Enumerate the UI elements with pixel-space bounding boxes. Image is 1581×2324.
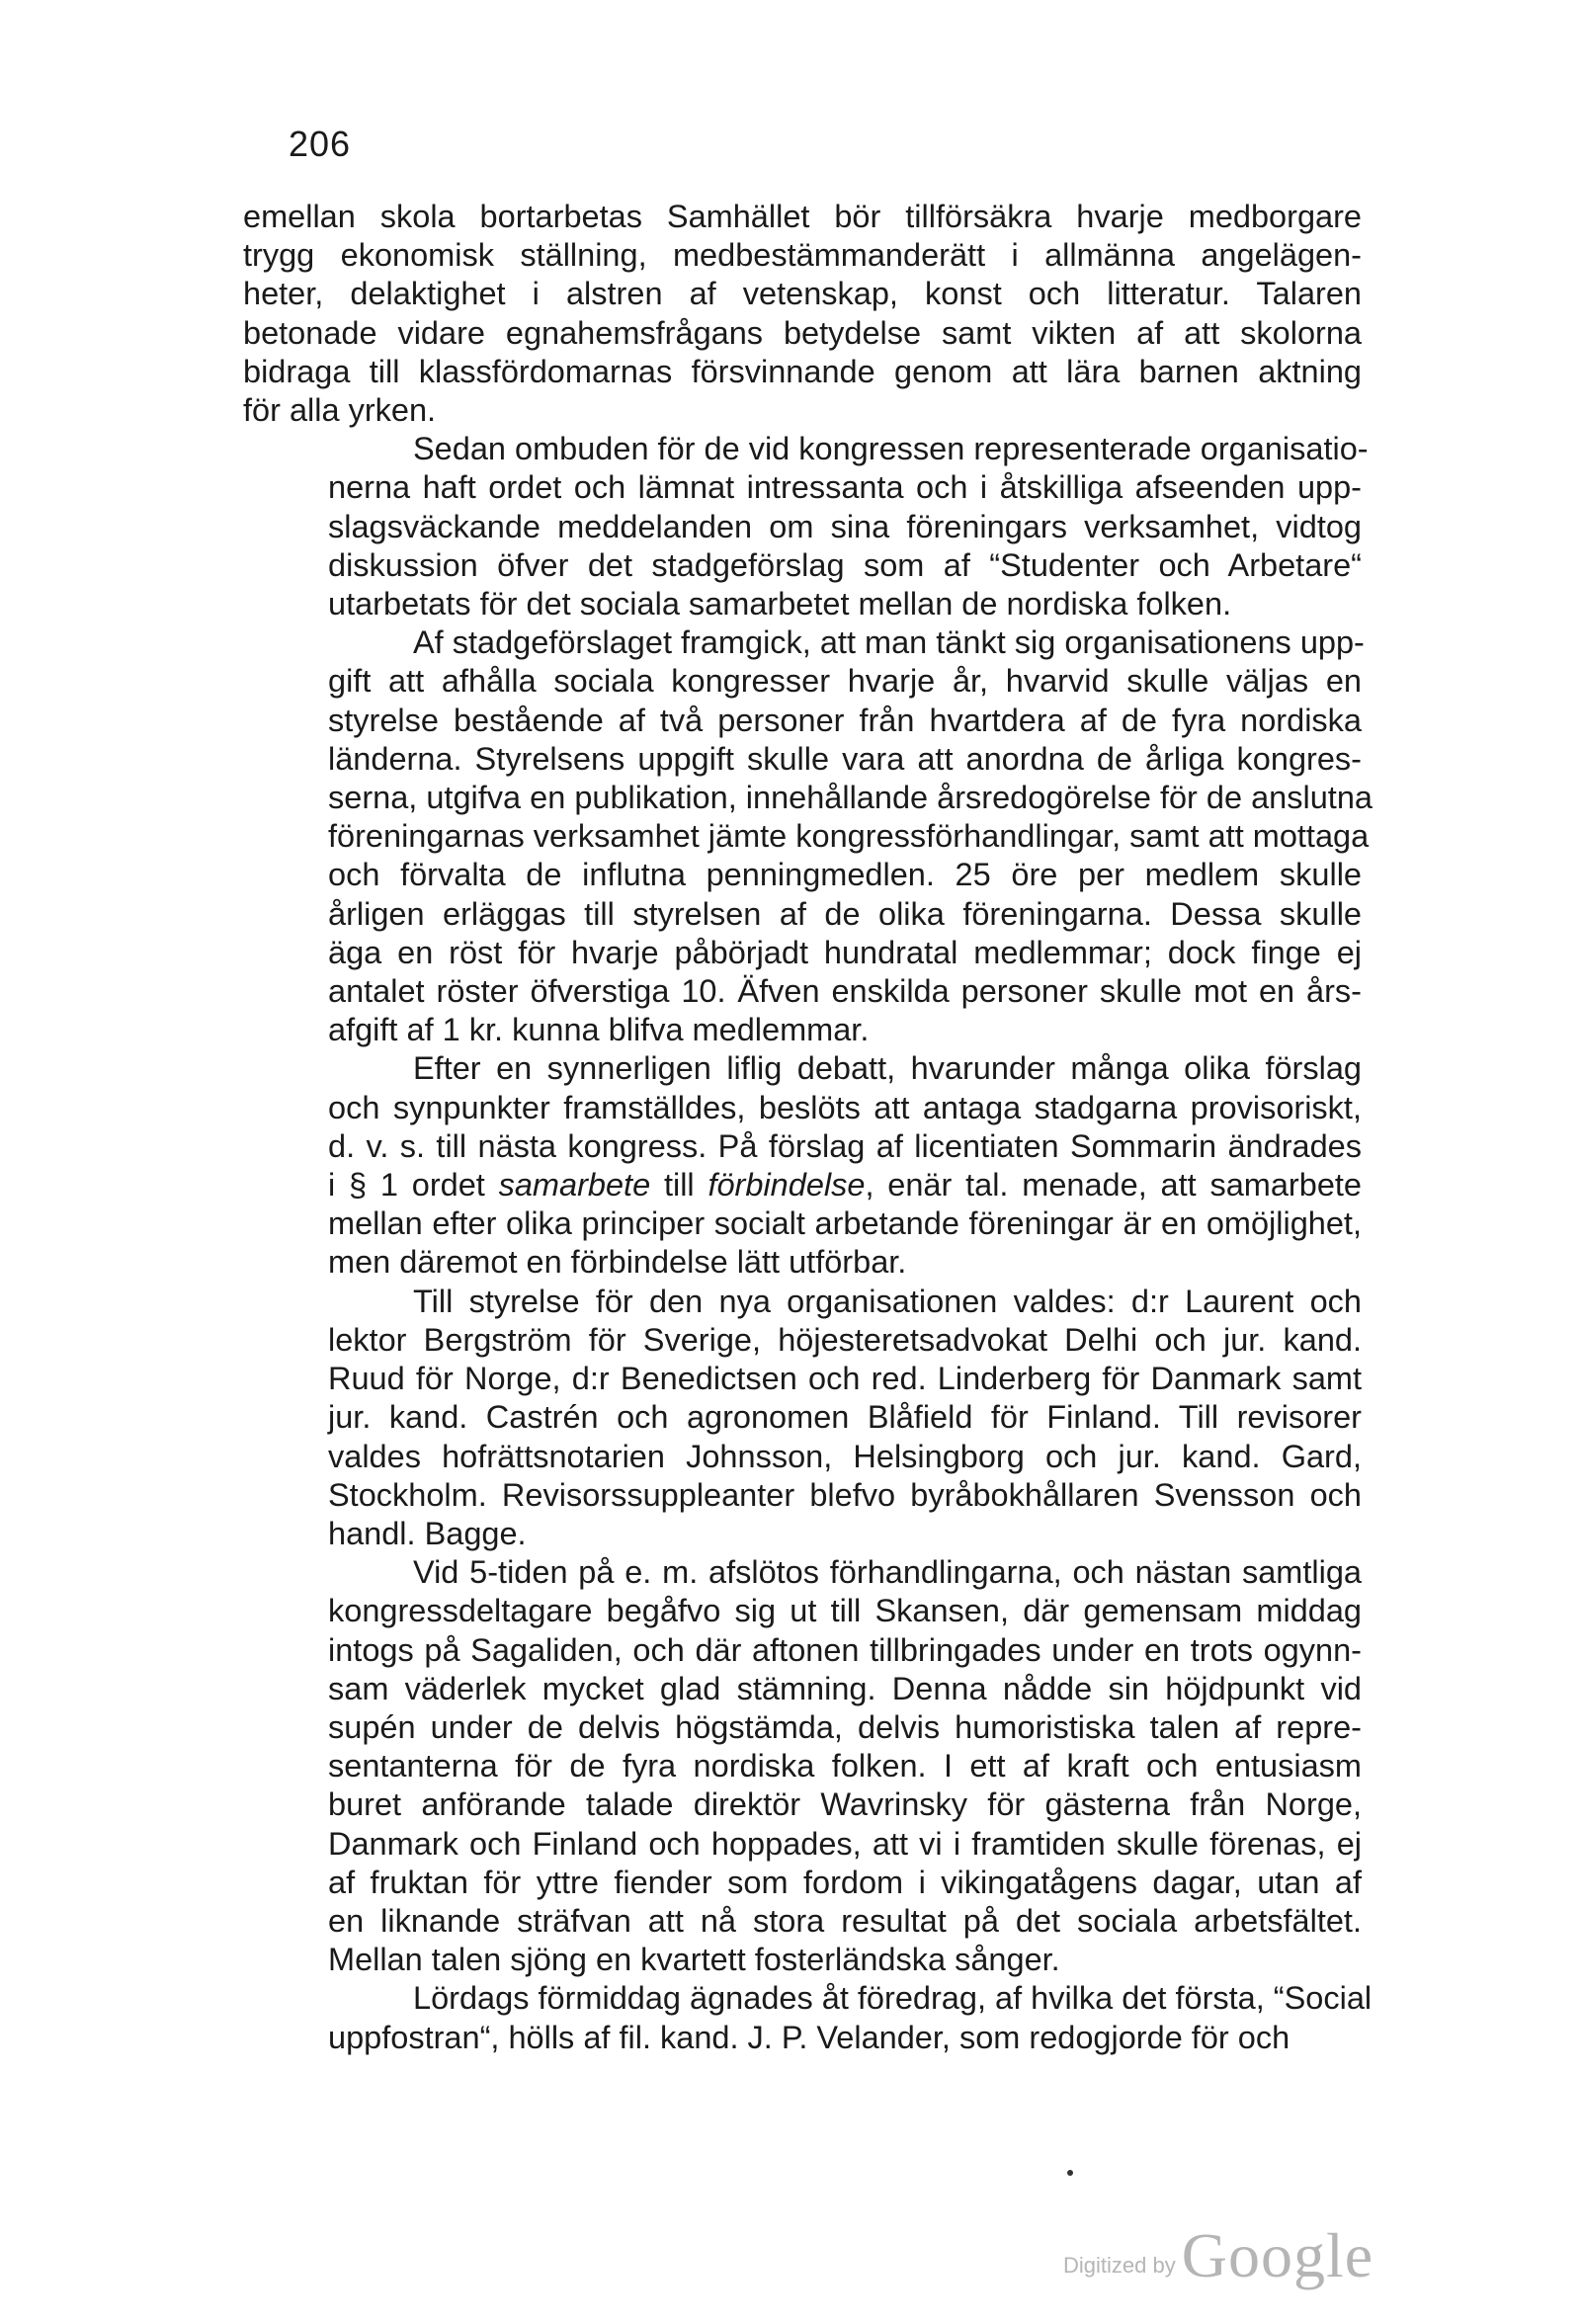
text-line: uppfostran“, hölls af fil. kand. J. P. Velander, som redogjorde för och [328,2019,1290,2055]
text-line: sentanterna för de fyra nordiska folken. I ett af kraft och entusiasm [328,1748,1362,1784]
text-line: handl. Bagge. [328,1515,527,1551]
digitization-watermark [1063,2219,1373,2292]
text-line: mellan efter olika principer socialt arbetande föreningar är en omöjlighet, [328,1205,1362,1242]
paragraph [243,1553,1362,1979]
text-line: valdes hofrättsnotarien Johnsson, Helsingborg och jur. kand. Gard, [328,1438,1362,1474]
text-line: buret anförande talade direktör Wavrinsky för gästerna från Norge, [328,1786,1362,1823]
text-line: d. v. s. till nästa kongress. På förslag af licentiaten Sommarin ändrades [328,1127,1362,1164]
text-line: kongressdeltagare begåfvo sig ut till Skansen, där gemensam middag [328,1593,1362,1629]
text-line: nerna haft ordet och lämnat intressanta och i åtskilliga afseenden upp- [328,469,1362,506]
text-line: emellan skola bortarbetas Samhället bör tillförsäkra hvarje medborgare [243,199,1362,234]
text-line: Till styrelse för den nya organisationen valdes: d:r Laurent och [413,1283,1362,1319]
paragraph [243,430,1369,623]
text-line: lektor Bergström för Sverige, höjesteretsadvokat Delhi och jur. kand. [328,1321,1362,1358]
text-line: Vid 5-tiden på e. m. afslötos förhandlingarna, och nästan samtliga [413,1554,1362,1591]
text-line: Sedan ombuden för de vid kongressen representerade organisatio- [413,431,1369,467]
text-line: heter, delaktighet i alstren af vetenskap, konst och litteratur. Talaren [243,276,1362,312]
text-line: och förvalta de influtna penningmedlen. 25 öre per medlem skulle [328,857,1362,893]
emphasis: samarbete [498,1167,651,1204]
text-line: supén under de delvis högstämda, delvis humoristiska talen af repre- [328,1708,1362,1745]
text-line: betonade vidare egnahemsfrågans betydelse samt vikten af att skolorna [243,314,1362,351]
text-line: afgift af 1 kr. kunna blifva medlemmar. [328,1012,870,1048]
text-line: gift att afhålla sociala kongresser hvarje år, hvarvid skulle väljas en [328,663,1362,700]
page-number: 206 [289,124,352,164]
text-line: men däremot en förbindelse lätt utförbar. [328,1244,907,1281]
text-line: af fruktan för yttre fiender som fordom i vikingatågens dagar, utan af [328,1864,1362,1900]
text-line: bidraga till klassfördomarnas försvinnande genom att lära barnen aktning [243,353,1362,389]
text-line: jur. kand. Castrén och agronomen Blåfield för Finland. Till revisorer [328,1399,1362,1436]
paragraph [243,1283,1362,1553]
text-line: antalet röster öfverstiga 10. Äfven enskilda personer skulle mot en års- [328,973,1362,1010]
text-line: Lördags förmiddag ägnades åt föredrag, af hvilka det första, “Social [413,1980,1373,2017]
text-line: Danmark och Finland och hoppades, att vi i framtiden skulle förenas, ej [328,1825,1362,1862]
text-line: slagsväckande meddelanden om sina föreningars verksamhet, vidtog [328,508,1362,544]
text-line: styrelse bestående af två personer från hvartdera af de fyra nordiska [328,702,1362,738]
text-line: och synpunkter framställdes, beslöts att antaga stadgarna provisoriskt, [328,1089,1362,1125]
text-line: serna, utgifva en publikation, innehållande årsredogörelse för de anslutna [328,780,1373,816]
text-line: Af stadgeförslaget framgick, att man tänkt sig organisationens upp- [413,624,1365,661]
text-line: intogs på Sagaliden, och där aftonen tillbringades under en trots ogynn- [328,1631,1362,1668]
paragraph [243,198,1362,430]
text-line: sam väderlek mycket glad stämning. Denna nådde sin höjdpunkt vid [328,1670,1362,1706]
text-line: diskussion öfver det stadgeförslag som af “Studenter och Arbetare“ [328,546,1362,583]
text-line: årligen erläggas till styrelsen af de olika föreningarna. Dessa skulle [328,895,1362,932]
text-line: äga en röst för hvarje påbörjadt hundratal medlemmar; dock finge ej [328,934,1362,970]
digitized-by-label: Digitized by [1063,2253,1176,2278]
paragraph [243,1049,1362,1282]
paragraph [243,623,1373,1049]
body-text [243,198,1373,2057]
google-logo: Google [1181,2220,1374,2290]
ink-dot [1067,2170,1073,2176]
text-line: föreningarnas verksamhet jämte kongressförhandlingar, samt att mottaga [328,818,1370,855]
text-line: Stockholm. Revisorssuppleanter blefvo byråbokhållaren Svensson och [328,1476,1362,1513]
text-line: Ruud för Norge, d:r Benedictsen och red. Linderberg för Danmark samt [328,1361,1362,1397]
text-line: Efter en synnerligen liflig debatt, hvarunder många olika förslag [413,1050,1362,1087]
text-line: Mellan talen sjöng en kvartett fosterländska sånger. [328,1942,1060,1978]
paragraph [243,1979,1373,2056]
emphasis: förbindelse [707,1167,866,1204]
text-line: länderna. Styrelsens uppgift skulle vara att anordna de årliga kongres- [328,740,1362,777]
text-line: trygg ekonomisk ställning, medbestämmanderätt i allmänna angelägen- [243,237,1362,274]
text-line: i § 1 ordet samarbete till förbindelse, enär tal. menade, att samarbete [328,1167,1362,1204]
text-line: en liknande sträfvan att nå stora resultat på det sociala arbetsfältet. [328,1902,1362,1939]
text-line: för alla yrken. [243,392,437,429]
text-line: utarbetats för det sociala samarbetet mellan de nordiska folken. [328,586,1232,622]
